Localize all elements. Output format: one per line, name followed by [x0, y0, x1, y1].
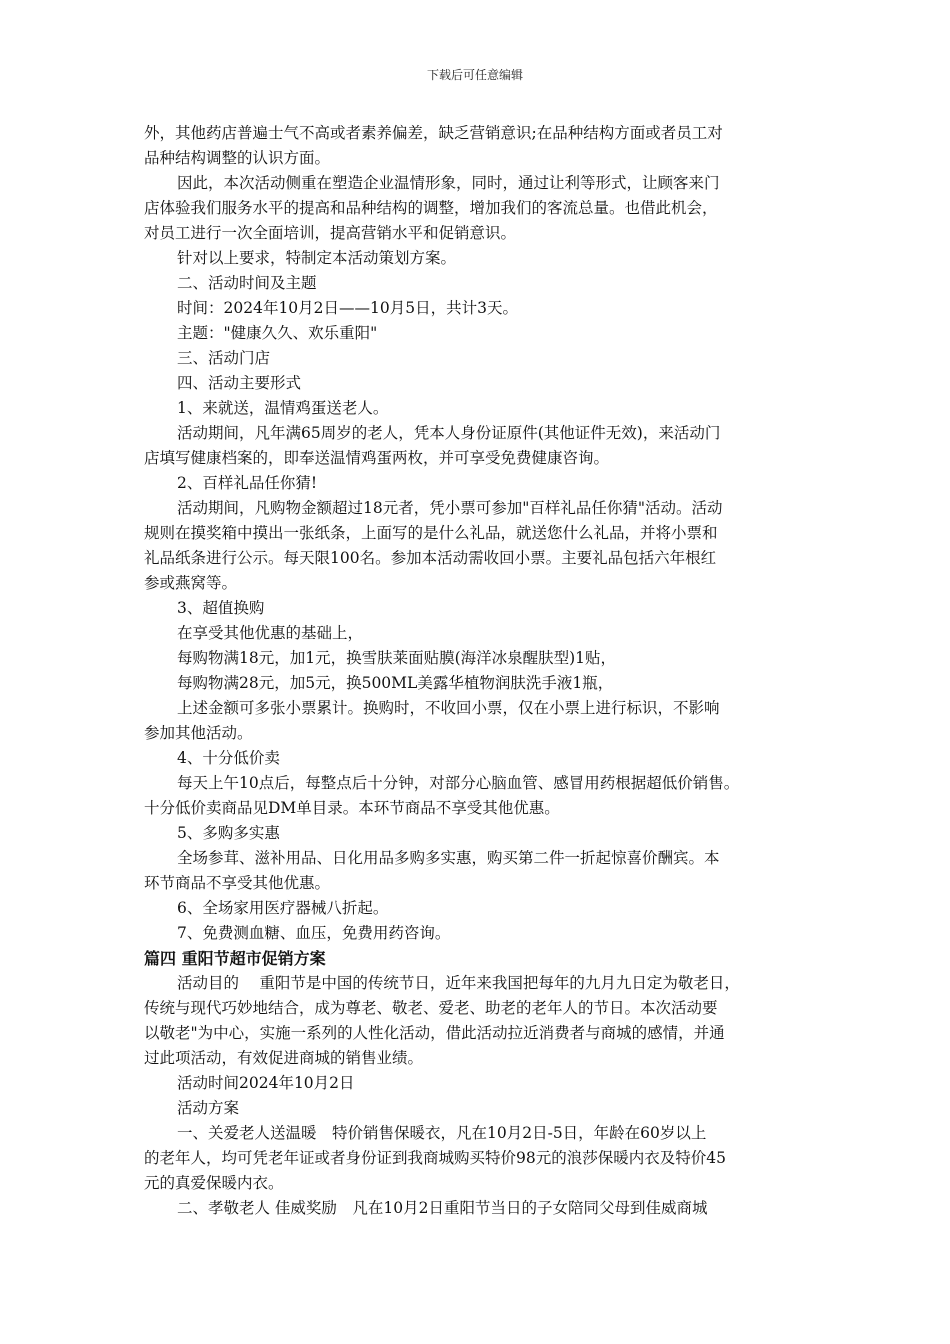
paragraph-line: 外，其他药店普遍士气不高或者素养偏差，缺乏营销意识;在品种结构方面或者员工对 — [144, 124, 723, 142]
paragraph-line: 三、活动门店 — [177, 349, 271, 367]
paragraph-line: 针对以上要求，特制定本活动策划方案。 — [177, 249, 457, 267]
paragraph-line: 品种结构调整的认识方面。 — [144, 149, 331, 167]
paragraph-line: 6、全场家用医疗器械八折起。 — [177, 899, 389, 917]
paragraph-line: 的老年人，均可凭老年证或者身份证到我商城购买特价98元的浪莎保暖内衣及特价45 — [144, 1149, 726, 1167]
paragraph-line: 四、活动主要形式 — [177, 374, 302, 392]
paragraph-line: 4、十分低价卖 — [177, 749, 280, 767]
paragraph-line: 5、多购多实惠 — [177, 824, 280, 842]
paragraph-line: 一、关爱老人送温暖 特价销售保暖衣，凡在10月2日-5日，年龄在60岁以上 — [177, 1124, 707, 1142]
paragraph-line: 1、来就送，温情鸡蛋送老人。 — [177, 399, 389, 417]
paragraph-line: 礼品纸条进行公示。每天限100名。参加本活动需收回小票。主要礼品包括六年根红 — [144, 549, 717, 567]
paragraph-line: 活动期间，凡年满65周岁的老人，凭本人身份证原件(其他证件无效)，来活动门 — [177, 424, 721, 442]
paragraph-line: 以敬老"为中心，实施一系列的人性化活动，借此活动拉近消费者与商城的感情，并通 — [144, 1024, 725, 1042]
paragraph-line: 二、孝敬老人 佳威奖励 凡在10月2日重阳节当日的子女陪同父母到佳威商城 — [177, 1199, 708, 1217]
paragraph-line: 7、免费测血糖、血压，免费用药咨询。 — [177, 924, 451, 942]
paragraph-line: 规则在摸奖箱中摸出一张纸条，上面写的是什么礼品，就送您什么礼品，并将小票和 — [144, 524, 718, 542]
paragraph-line: 传统与现代巧妙地结合，成为尊老、敬老、爱老、助老的老年人的节日。本次活动要 — [144, 999, 718, 1017]
paragraph-line: 时间：2024年10月2日——10月5日，共计3天。 — [177, 299, 518, 317]
paragraph-line: 活动期间，凡购物金额超过18元者，凭小票可参加"百样礼品任你猜"活动。活动 — [177, 499, 723, 517]
paragraph-line: 店体验我们服务水平的提高和品种结构的调整，增加我们的客流总量。也借此机会， — [144, 199, 718, 217]
paragraph-line: 每购物满28元，加5元，换500ML美露华植物润肤洗手液1瓶， — [177, 674, 614, 692]
paragraph-line: 对员工进行一次全面培训，提高营销水平和促销意识。 — [144, 224, 517, 242]
paragraph-line: 每购物满18元，加1元，换雪肤莱面贴膜(海洋冰泉醒肤型)1贴， — [177, 649, 617, 667]
paragraph-line: 元的真爱保暖内衣。 — [144, 1174, 284, 1192]
paragraph-line: 主题："健康久久、欢乐重阳" — [177, 324, 378, 342]
paragraph-line: 3、超值换购 — [177, 599, 265, 617]
paragraph-line: 在享受其他优惠的基础上， — [177, 624, 364, 642]
section-heading: 篇四 重阳节超市促销方案 — [144, 949, 326, 968]
paragraph-line: 过此项活动，有效促进商城的销售业绩。 — [144, 1049, 424, 1067]
paragraph-line: 活动目的 重阳节是中国的传统节日，近年来我国把每年的九月九日定为敬老日， — [177, 974, 740, 992]
paragraph-line: 十分低价卖商品见DM单目录。本环节商品不享受其他优惠。 — [144, 799, 560, 817]
page-header: 下载后可任意编辑 — [426, 68, 523, 82]
paragraph-line: 每天上午10点后，每整点后十分钟，对部分心脑血管、感冒用药根据超低价销售。 — [177, 774, 740, 792]
paragraph-line: 活动方案 — [177, 1099, 240, 1117]
paragraph-line: 参或燕窝等。 — [144, 574, 238, 592]
paragraph-line: 活动时间2024年10月2日 — [177, 1074, 355, 1092]
paragraph-line: 二、活动时间及主题 — [177, 274, 317, 292]
document-body — [144, 121, 814, 1221]
paragraph-line: 因此，本次活动侧重在塑造企业温情形象，同时，通过让利等形式，让顾客来门 — [177, 174, 720, 192]
paragraph-line: 上述金额可多张小票累计。换购时，不收回小票，仅在小票上进行标识，不影响 — [177, 699, 720, 717]
paragraph-line: 参加其他活动。 — [144, 724, 253, 742]
paragraph-line: 全场参茸、滋补用品、日化用品多购多实惠，购买第二件一折起惊喜价酬宾。本 — [177, 849, 720, 867]
paragraph-line: 2、百样礼品任你猜! — [177, 474, 318, 492]
paragraph-line: 环节商品不享受其他优惠。 — [144, 874, 331, 892]
paragraph-line: 店填写健康档案的，即奉送温情鸡蛋两枚，并可享受免费健康咨询。 — [144, 449, 610, 467]
